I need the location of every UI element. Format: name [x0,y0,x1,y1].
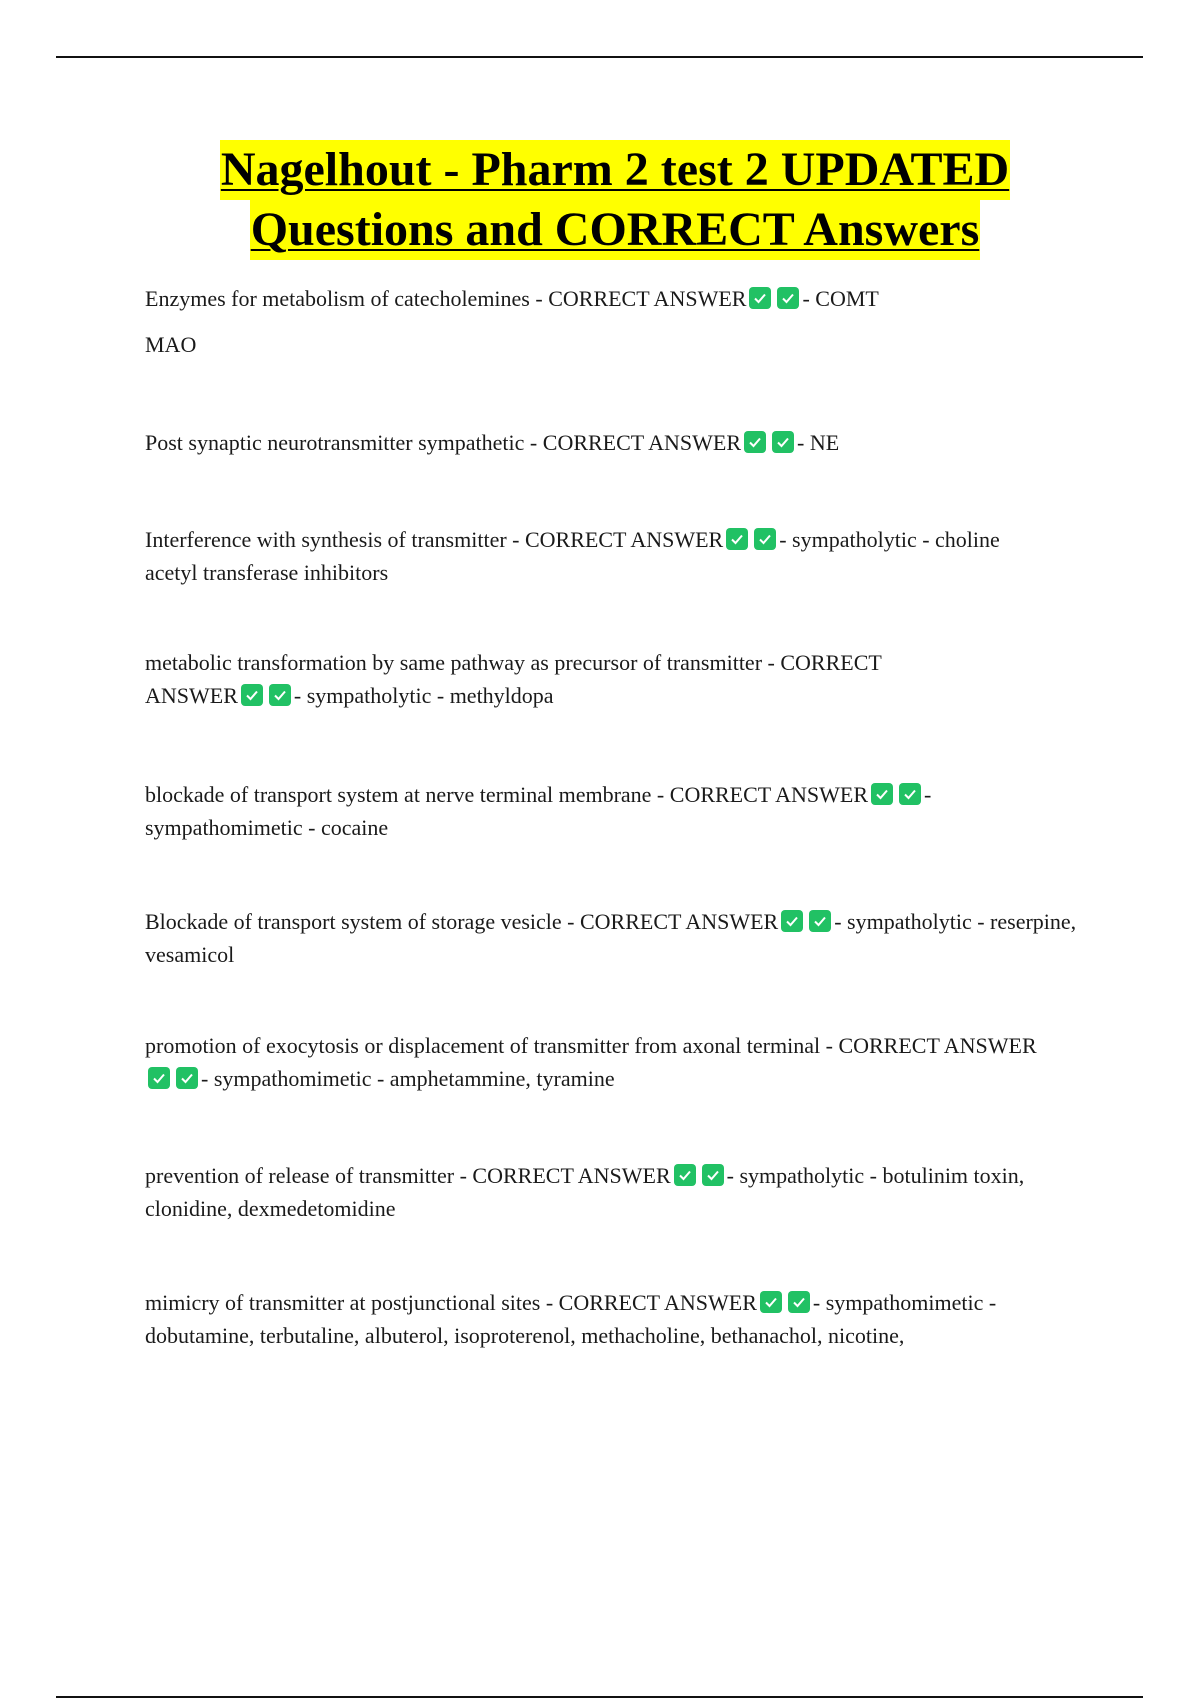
check-mark-icon [749,287,771,309]
qa-entry [145,1029,1045,1095]
question-text: blockade of transport system at nerve terminal membrane - [145,782,670,807]
document-title [0,140,1200,260]
answer-text: - sympatholytic - botulinim toxin, clonidine, dexmedetomidine [145,1163,1025,1221]
check-mark-icon [726,528,748,550]
answer-text: - sympathomimetic - cocaine [145,782,932,840]
qa-entry [145,426,1095,459]
check-mark-icon [788,1291,810,1313]
check-mark-icon [760,1291,782,1313]
qa-entry [145,523,1045,589]
check-mark-icon [871,783,893,805]
question-text: Interference with synthesis of transmitter - [145,527,525,552]
answer-text: - sympatholytic - choline acetyl transferase inhibitors [145,527,1000,585]
answer-marker: CORRECT ANSWER [145,650,882,708]
answer-text: - NE [797,430,840,455]
check-mark-icon [744,431,766,453]
bottom-rule [56,1696,1143,1698]
answer-marker: CORRECT ANSWER [579,909,779,934]
question-text: mimicry of transmitter at postjunctional sites - [145,1290,559,1315]
answer-marker: CORRECT ANSWER [838,1033,1037,1058]
check-mark-icon [702,1164,724,1186]
answer-text: - sympatholytic - methyldopa [293,683,554,708]
question-text: promotion of exocytosis or displacement of transmitter from axonal terminal - [145,1033,839,1058]
qa-entry [145,1286,1095,1352]
answer-text: - COMT [802,286,879,311]
question-text: Enzymes for metabolism of catecholemines - [145,286,549,311]
qa-entry [145,646,975,712]
answer-marker: CORRECT ANSWER [542,430,742,455]
check-mark-icon [754,528,776,550]
qa-entry [145,905,1095,971]
check-mark-icon [777,287,799,309]
question-text: Blockade of transport system of storage vesicle - [145,909,580,934]
check-mark-icon [241,684,263,706]
answer-marker: CORRECT ANSWER [558,1290,757,1315]
answer-marker: CORRECT ANSWER [472,1163,671,1188]
title-line-2: Questions and CORRECT Answers [250,200,981,260]
check-mark-icon [674,1164,696,1186]
check-mark-icon [148,1067,170,1089]
check-mark-icon [809,910,831,932]
answer-marker: CORRECT ANSWER [669,782,869,807]
check-mark-icon [269,684,291,706]
top-rule [56,56,1143,58]
qa-entry [145,282,1095,361]
check-mark-icon [176,1067,198,1089]
question-text: metabolic transformation by same pathway as precursor of transmitter - [145,650,781,675]
question-text: prevention of release of transmitter - [145,1163,473,1188]
answer-text: - sympathomimetic - amphetammine, tyramine [201,1066,615,1091]
qa-entry [145,1159,1095,1225]
answer-text: - sympatholytic - reserpine, vesamicol [145,909,1077,967]
check-mark-icon [772,431,794,453]
answer-marker: CORRECT ANSWER [524,527,724,552]
qa-entry [145,778,1045,844]
question-text: Post synaptic neurotransmitter sympathetic - [145,430,543,455]
check-mark-icon [781,910,803,932]
answer-extra-line: MAO [145,332,197,357]
answer-marker: CORRECT ANSWER [548,286,747,311]
title-line-1: Nagelhout - Pharm 2 test 2 UPDATED [220,140,1010,200]
check-mark-icon [899,783,921,805]
answer-text: - sympathomimetic - dobutamine, terbutaline, albuterol, isoproterenol, methacholine, bethanachol, nicotine, [145,1290,997,1348]
